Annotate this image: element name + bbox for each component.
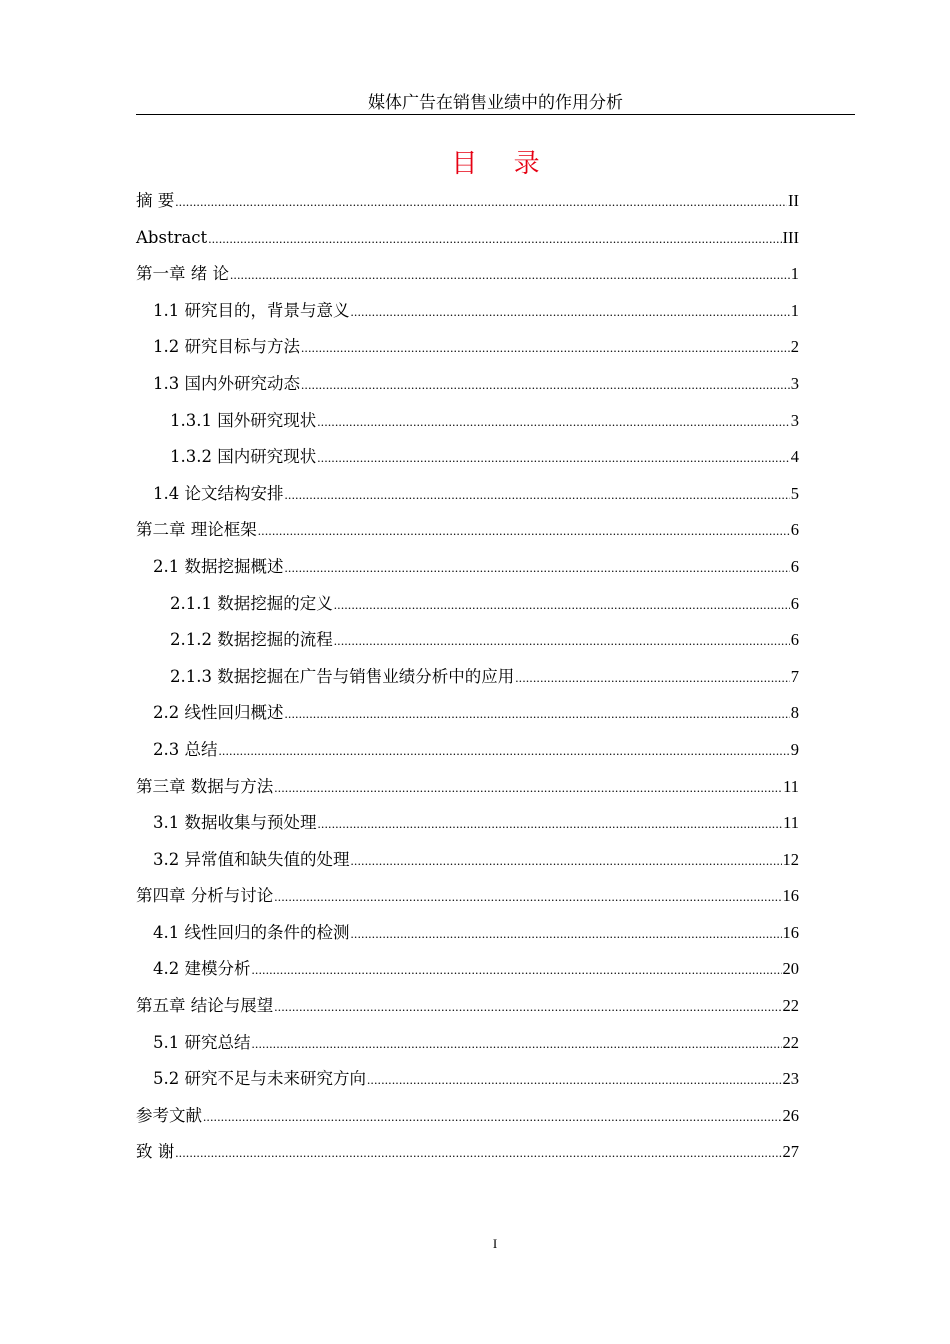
toc-entry[interactable] <box>136 1025 799 1062</box>
toc-entry-page: 22 <box>782 1032 799 1052</box>
toc-leader-dots <box>334 587 790 624</box>
toc-entry[interactable] <box>136 805 799 842</box>
toc-entry-label: 第三章 数据与方法 <box>136 776 274 796</box>
toc-leader-dots <box>317 404 790 441</box>
toc-entry-label: 1.3.2 国内研究现状 <box>170 447 317 467</box>
toc-entry-page: 3 <box>790 373 799 393</box>
toc-entry-page: 3 <box>790 410 799 430</box>
toc-entry-page: 26 <box>782 1105 799 1125</box>
toc-leader-dots <box>285 696 790 733</box>
toc-entry-page: 11 <box>783 813 799 833</box>
toc-leader-dots <box>208 221 781 258</box>
toc-entry-label: 3.2 异常值和缺失值的处理 <box>153 849 350 869</box>
toc-entry-label: 2.1 数据挖掘概述 <box>153 556 284 576</box>
toc-entry-page: 22 <box>782 996 799 1016</box>
toc-entry-page: 6 <box>790 593 799 613</box>
toc-entry-label: 2.1.3 数据挖掘在广告与销售业绩分析中的应用 <box>170 666 515 686</box>
toc-entry[interactable] <box>136 183 799 220</box>
toc-entry-label: 2.1.2 数据挖掘的流程 <box>170 630 333 650</box>
toc-entry-label: 2.2 线性回归概述 <box>153 703 284 723</box>
toc-entry-label: 第一章 绪 论 <box>136 264 229 284</box>
toc-entry-label: 1.2 研究目标与方法 <box>153 337 300 357</box>
toc-entry[interactable] <box>136 586 799 623</box>
toc-entry-label: 5.2 研究不足与未来研究方向 <box>153 1069 366 1089</box>
toc-entry-page: 23 <box>782 1069 799 1089</box>
toc-entry-label: 致 谢 <box>136 1142 175 1162</box>
toc-entry-page: 9 <box>790 739 799 759</box>
toc-entry[interactable] <box>136 951 799 988</box>
toc-entry[interactable] <box>136 769 799 806</box>
toc-entry[interactable] <box>136 366 799 403</box>
toc-entry-page: 20 <box>782 959 799 979</box>
toc-entry-label: 参考文献 <box>136 1105 202 1125</box>
toc-leader-dots <box>351 843 782 880</box>
toc-entry-label: 4.1 线性回归的条件的检测 <box>153 922 350 942</box>
toc-entry[interactable] <box>136 842 799 879</box>
toc-entry-page: 8 <box>790 703 799 723</box>
toc-leader-dots <box>351 916 782 953</box>
toc-entry[interactable] <box>136 293 799 330</box>
toc-entry[interactable] <box>136 695 799 732</box>
toc-leader-dots <box>274 770 782 807</box>
toc-entry-page: 6 <box>790 556 799 576</box>
toc-leader-dots <box>252 952 782 989</box>
toc-entry[interactable] <box>136 549 799 586</box>
toc-entry-label: 第五章 结论与展望 <box>136 996 274 1016</box>
toc-entry-label: 2.1.1 数据挖掘的定义 <box>170 593 333 613</box>
toc-entry-label: 1.1 研究目的，背景与意义 <box>153 300 350 320</box>
running-header-title: 媒体广告在销售业绩中的作用分析 <box>368 93 623 113</box>
table-of-contents <box>136 183 799 1171</box>
toc-leader-dots <box>351 294 790 331</box>
toc-entry[interactable] <box>136 1061 799 1098</box>
toc-entry-page: II <box>788 191 799 210</box>
toc-entry[interactable] <box>136 512 799 549</box>
toc-leader-dots <box>367 1062 782 1099</box>
toc-entry[interactable] <box>136 622 799 659</box>
toc-leader-dots <box>258 513 790 550</box>
toc-entry-page: 12 <box>782 849 799 869</box>
toc-entry-label: 摘 要 <box>136 191 175 210</box>
toc-leader-dots <box>285 477 790 514</box>
toc-entry-label: 4.2 建模分析 <box>153 959 251 979</box>
toc-entry-page: 5 <box>790 483 799 503</box>
toc-entry-page: 2 <box>790 337 799 357</box>
toc-entry[interactable] <box>136 439 799 476</box>
toc-entry-label: 5.1 研究总结 <box>153 1032 251 1052</box>
toc-entry-page: 11 <box>783 776 799 796</box>
toc-entry-page: 27 <box>782 1142 799 1162</box>
toc-entry-page: 16 <box>782 922 799 942</box>
page-number: I <box>492 1236 498 1251</box>
toc-entry-page: 16 <box>782 886 799 906</box>
toc-entry-label: 第二章 理论框架 <box>136 520 257 540</box>
toc-entry[interactable] <box>136 220 799 257</box>
toc-leader-dots <box>203 1099 782 1136</box>
toc-entry[interactable] <box>136 476 799 513</box>
toc-entry-label: Abstract <box>136 227 208 247</box>
toc-leader-dots <box>252 1026 782 1063</box>
toc-entry-page: 1 <box>790 264 799 284</box>
toc-entry[interactable] <box>136 329 799 366</box>
toc-leader-dots <box>318 806 783 843</box>
toc-entry-label: 第四章 分析与讨论 <box>136 886 274 906</box>
toc-leader-dots <box>301 367 790 404</box>
toc-leader-dots <box>274 989 781 1026</box>
toc-entry-label: 1.3 国内外研究动态 <box>153 373 300 393</box>
toc-entry-label: 2.3 总结 <box>153 739 218 759</box>
toc-leader-dots <box>317 440 790 477</box>
toc-entry[interactable] <box>136 256 799 293</box>
toc-entry-page: 6 <box>790 520 799 540</box>
toc-leader-dots <box>230 257 790 294</box>
header-divider <box>136 114 855 115</box>
toc-entry[interactable] <box>136 403 799 440</box>
toc-entry-label: 3.1 数据收集与预处理 <box>153 813 317 833</box>
toc-entry-page: 6 <box>790 630 799 650</box>
toc-entry-page: 7 <box>790 666 799 686</box>
toc-entry-page: III <box>782 227 799 247</box>
toc-leader-dots <box>301 330 790 367</box>
toc-title: 目 录 <box>451 149 554 179</box>
toc-entry-label: 1.4 论文结构安排 <box>153 483 284 503</box>
toc-leader-dots <box>175 184 787 221</box>
toc-leader-dots <box>274 879 781 916</box>
toc-entry[interactable] <box>136 915 799 952</box>
toc-entry[interactable] <box>136 878 799 915</box>
toc-leader-dots <box>219 733 790 770</box>
toc-entry[interactable] <box>136 1134 799 1171</box>
toc-leader-dots <box>515 660 790 697</box>
toc-entry[interactable] <box>136 732 799 769</box>
toc-entry-page: 1 <box>790 300 799 320</box>
toc-entry-page: 4 <box>790 447 799 467</box>
toc-entry-label: 1.3.1 国外研究现状 <box>170 410 317 430</box>
toc-leader-dots <box>175 1135 781 1172</box>
toc-entry[interactable] <box>136 659 799 696</box>
toc-entry[interactable] <box>136 1098 799 1135</box>
toc-entry[interactable] <box>136 988 799 1025</box>
toc-leader-dots <box>285 550 790 587</box>
toc-leader-dots <box>334 623 790 660</box>
